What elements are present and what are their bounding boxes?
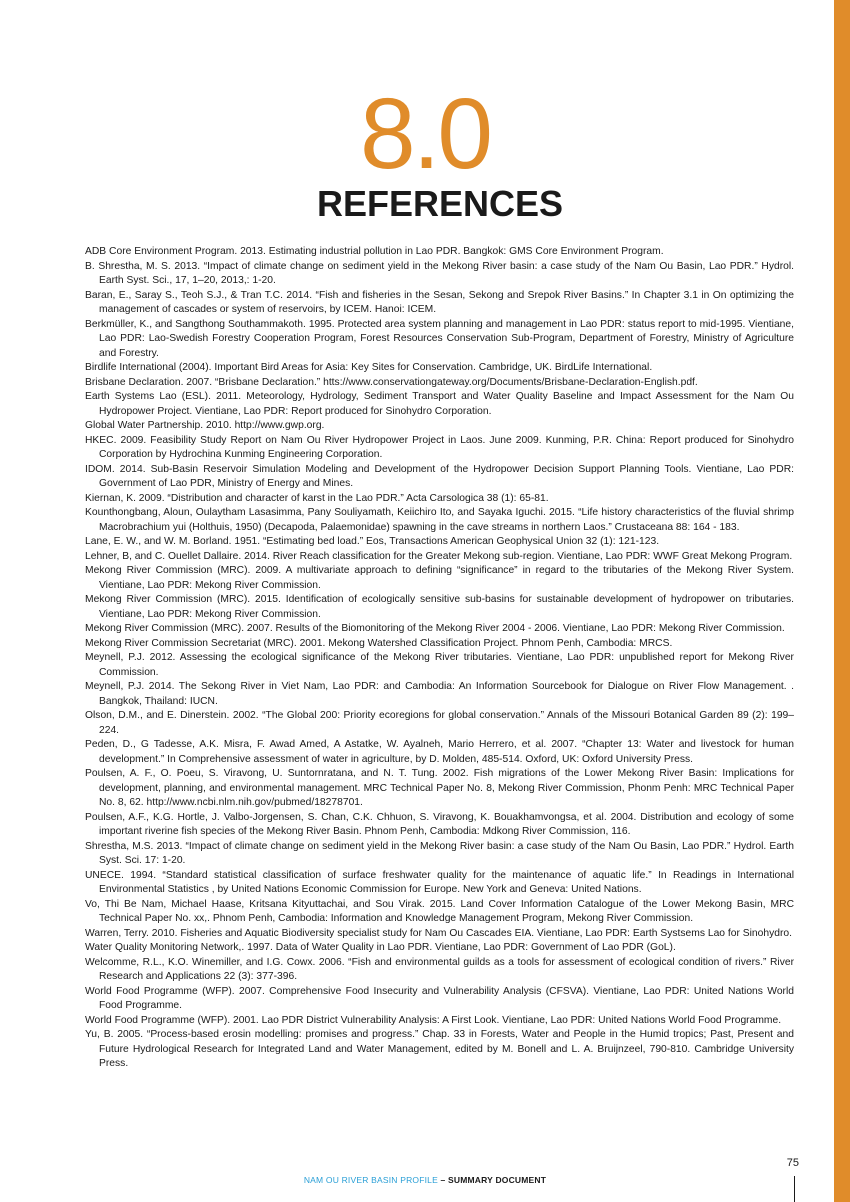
reference-entry: Meynell, P.J. 2012. Assessing the ecological significance of the Mekong River tributaries. Vientiane, Lao PDR: unpublished report for Mekong River Commission. — [85, 652, 794, 678]
reference-entry: World Food Programme (WFP). 2001. Lao PDR District Vulnerability Analysis: A First Look. Vientiane, Lao PDR: United Nations World Food Programme. — [85, 1014, 782, 1026]
footer-divider — [794, 1176, 795, 1202]
reference-entry: Kiernan, K. 2009. “Distribution and character of karst in the Lao PDR.” Acta Carsologica 38 (1): 65-81. — [85, 492, 549, 504]
reference-entry: Meynell, P.J. 2014. The Sekong River in Viet Nam, Lao PDR: and Cambodia: An Information Sourcebook for Dialogue on River Flow Management. . Bangkok, Thailand: IUCN. — [85, 681, 794, 707]
reference-entry: Mekong River Commission (MRC). 2009. A multivariate approach to defining “significance” in regard to the tributaries of the Mekong River System. Vientiane, Lao PDR: Mekong River Commission. — [85, 565, 794, 591]
reference-entry: Water Quality Monitoring Network,. 1997. Data of Water Quality in Lao PDR. Vientiane, Lao PDR: Government of Lao PDR (GoL). — [85, 942, 676, 953]
reference-entry: Olson, D.M., and E. Dinerstein. 2002. “The Global 200: Priority ecoregions for global conservation.” Annals of the Missouri Botanical Garden 89 (2): 199–224. — [85, 710, 794, 736]
reference-entry: Earth Systems Lao (ESL). 2011. Meteorology, Hydrology, Sediment Transport and Water Quality Baseline and Impact Assessment for the Nam Ou Hydropower Project. Vientiane, Lao PDR: Report produced for Sinohydro Corporation. — [85, 391, 794, 417]
footer-subtitle: SUMMARY DOCUMENT — [448, 1175, 547, 1185]
running-footer — [0, 1175, 850, 1185]
reference-entry: Baran, E., Saray S., Teoh S.J., & Tran T.C. 2014. “Fish and fisheries in the Sesan, Sekong and Srepok River Basins.” In Chapter 3.1 in On optimizing the management of cascades or system of reservoirs, by ICEM. Hanoi: ICEM. — [85, 289, 794, 315]
reference-entry: Welcomme, R.L., K.O. Winemiller, and I.G. Cowx. 2006. “Fish and environmental guilds as a tools for assessment of ecological condition of rivers.” River Research and Applications 22 (3): 377-396. — [85, 956, 794, 982]
reference-entry: Kounthongbang, Aloun, Oulaytham Lasasimma, Pany Souliyamath, Keiichiro Ito, and Sayaka Iguchi. 2015. “Life history characteristics of the fluvial shrimp Macrobrachium yui (Holthuis, 1950) (Decapoda, Palaemonidae) spawning in the cave streams in northern Laos.” Crustaceana 88: 164 - 183. — [85, 507, 794, 533]
footer-document-title: NAM OU RIVER BASIN PROFILE — [303, 1175, 438, 1185]
reference-entry: Warren, Terry. 2010. Fisheries and Aquatic Biodiversity specialist study for Nam Ou Cascades EIA. Vientiane, Lao PDR: Earth Systsems Lao for Sinohydro. — [85, 927, 792, 939]
reference-entry: HKEC. 2009. Feasibility Study Report on Nam Ou River Hydropower Project in Laos. June 2009. Kunming, P.R. China: Report produced for Sinohydro Corporation by Hydrochina Kunming Engineering Corporation. — [85, 434, 794, 460]
chapter-title: REFERENCES — [316, 183, 564, 224]
reference-entry: Mekong River Commission Secretariat (MRC). 2001. Mekong Watershed Classification Project. Phnom Penh, Cambodia: MRCS. — [85, 637, 673, 649]
reference-entry: Peden, D., G Tadesse, A.K. Misra, F. Awad Amed, A Astatke, W. Ayalneh, Mario Herrero, et al. 2007. “Chapter 13: Water and livestock for human development.” In Comprehensive assessment of water in agriculture, by D. Molden, 485-514. Oxford, UK: Oxford University Press. — [85, 739, 794, 765]
reference-entry: Poulsen, A.F., K.G. Hortle, J. Valbo-Jorgensen, S. Chan, C.K. Chhuon, S. Viravong, K. Bouakhamvongsa, et al. 2004. Distribution and ecology of some important riverine fish species of the Mekong River Basin. Phnom Penh, Cambodia: Mdkong River Commission, 116. — [85, 811, 794, 837]
reference-entry: World Food Programme (WFP). 2007. Comprehensive Food Insecurity and Vulnerability Analysis (CFSVA). Vientiane, Lao PDR: United Nations World Food Programme. — [85, 985, 794, 1011]
reference-entry: UNECE. 1994. “Standard statistical classification of surface freshwater quality for the maintenance of aquatic life.” In Readings in International Environmental Statistics , by United Nations Economic Commission for Europe. New York and Geneva: United Nations. — [85, 869, 794, 895]
page-number: 75 — [786, 1157, 799, 1169]
footer-separator: – — [437, 1175, 449, 1185]
reference-entry: Berkmüller, K., and Sangthong Southammakoth. 1995. Protected area system planning and management in Lao PDR: status report to mid-1995. Vientiane, Lao PDR: Lao-Swedish Forestry Cooperation Program, Forest Resources Conservation Sub-Program, Department of Forestry, Ministry of Agriculture and Forestry. — [85, 318, 794, 359]
reference-entry: Vo, Thi Be Nam, Michael Haase, Kritsana Kityuttachai, and Sou Virak. 2015. Land Cover Information Catalogue of the Lower Mekong Basin, MRC Technical Paper No. xx,. Phnom Penh, Cambodia: Information and Knowledge Management Program, Mekong River Commission. — [85, 898, 794, 924]
reference-entry: Brisbane Declaration. 2007. “Brisbane Declaration.” htts://www.conservationgateway.org/Documents/Brisbane-Declaration-English.pdf. — [85, 376, 698, 388]
reference-entry: Mekong River Commission (MRC). 2007. Results of the Biomonitoring of the Mekong River 2004 - 2006. Vientiane, Lao PDR: Mekong River Commission. — [85, 623, 785, 634]
reference-entry: B. Shrestha, M. S. 2013. “Impact of climate change on sediment yield in the Mekong River basin: a case study of the Nam Ou Basin, Lao PDR.” Hydrol. Earth Syst. Sci., 17, 1–20, 2013,: 1-20. — [85, 260, 794, 286]
reference-entry: Poulsen, A. F., O. Poeu, S. Viravong, U. Suntornratana, and N. T. Tung. 2002. Fish migrations of the Lower Mekong River Basin: Implications for development, planning, and environmental management. MRC Technical Paper No. 8, Mekong River Commission, Phonm Penh: MRC Technical Paper No. 8, 62. http://www.ncbi.nlm.nih.gov/pubmed/18278701. — [85, 768, 794, 808]
reference-entry: Lane, E. W., and W. M. Borland. 1951. “Estimating bed load.” Eos, Transactions American Geophysical Union 32 (1): 121-123. — [85, 536, 660, 547]
reference-entry: IDOM. 2014. Sub-Basin Reservoir Simulation Modeling and Development of the Hydropower Decision Support Planning Tools. Vientiane, Lao PDR: Government of Lao PDR, Ministry of Energy and Mines. — [85, 463, 794, 489]
reference-entry: Lehner, B, and C. Ouellet Dallaire. 2014. River Reach classification for the Greater Mekong sub-region. Vientiane, Lao PDR: WWF Great Mekong Program. — [85, 550, 793, 562]
reference-list — [85, 245, 794, 1072]
reference-entry: Birdlife International (2004). Important Bird Areas for Asia: Key Sites for Conservation. Cambridge, UK. BirdLife International. — [85, 362, 653, 373]
reference-entry: Yu, B. 2005. “Process-based erosin modelling: promises and progress.” Chap. 33 in Forests, Water and People in the Humid tropics; Past, Present and Future Hydrological Research for Integrated Land and Water Management, edited by M. Bonell and L. A. Bruijnzeel, 790-810. Cambridge University Press. — [85, 1029, 794, 1069]
reference-entry: Shrestha, M.S. 2013. “Impact of climate change on sediment yield in the Mekong River basin: a case study of the Nam Ou Basin, Lao PDR.” Hydrol. Earth Syst. Sci. 17: 1-20. — [85, 840, 794, 866]
reference-entry: Global Water Partnership. 2010. http://www.gwp.org. — [85, 420, 325, 431]
reference-entry: ADB Core Environment Program. 2013. Estimating industrial pollution in Lao PDR. Bangkok: GMS Core Environment Program. — [85, 246, 664, 257]
reference-entry: Mekong River Commission (MRC). 2015. Identification of ecologically sensitive sub-basins for sustainable development of hydropower on tributaries. Vientiane, Lao PDR: Mekong River Commission. — [85, 594, 794, 620]
chapter-number: 8.0 — [359, 78, 490, 190]
